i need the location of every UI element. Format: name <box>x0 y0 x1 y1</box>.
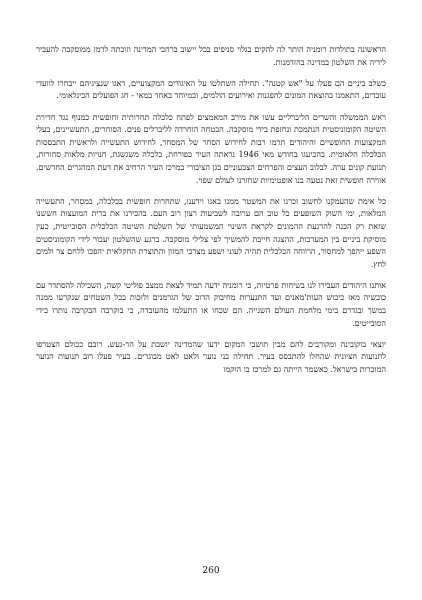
paragraph-2: כשלב ביניים הם פעלו על "אש קטנה". תחילה השתלטו על האיגודים המקצועיים, דאגו שנציגיהם ייבחרו לוועדי עובדים, התאמנו בהוצאת המונים להפגנות ואירועים הולמים, ובמיוחד באחד במאי - חג הפועלים הבינלאומי. <box>36 78 386 101</box>
document-page <box>36 44 386 580</box>
paragraph-5: אותנו היהודים העבירו לנו בשיחות פרטיות, כי רומניה ידעה תמיד לצאת ממצב פוליטי קשה, השכילה להסתדר עם כובשיה מאז כיבוש העות'מאנים ועד התנערות מחיבוק הדוב של הגרמנים ולזכות בכל השטחים שנקרעו ממנה במשך ובגדרם בימי מלחמת העולם השנייה. הם שכחו או התעלמו מהעובדה, כי בוקרבה הבקרבה נותרו בידי הסובייטים. <box>36 280 386 328</box>
paragraph-4: כל אימת שהעמקנו לחשוב זכרנו את המשטר ממנו באנו וידענו, שתחרות חופשית בכלכלה, במסחר, התעשייה המלאות, ימי השוק השופעים כל טוב הם ערובה לשביעות רצון רוב העם. בהכירנו את ברית המועצות חששנו שזאת רק הכנה להרגעת ההמונים לקראת השינוי המשמעותי של השלטת השיטה הכלכלית הסובייטית, כעין מוסיקת ביניים בין המערכות, ההצגה חייבת להמשיך לפי צלילי מוסקבה. ברגע שהשלטון יעבור לידי הקומוניסטים השפע ייהפך למחסור, הרווחה הכלכלית תהיה לעוני ושפע מצרכי המזון והתוצרת החקלאית יהפכו ללחם צר ולמים לחץ. <box>36 196 386 269</box>
paragraph-6: יוצאי בוקובינה ומקורבים להם מבין תושבי המקום ידעו שהמדינה יושבת על הר-געש. רובם ככולם הצטרפו לתנועות הציונית שהחלו להתבסס בעיר. תחילה בני נוער ולאט לאט מבוגרים. בעיר פעלו רוב תנועות הנוער המוכרות בישראל. כאשמר הייתה גם למרכז בו הוקמו <box>36 339 386 375</box>
paragraph-1: הראשונה בתולדות רומניה הותר לה להקים בגלוי סניפים בכל יישוב ברחבי המדינה וזוכתה לרמז ממוסקבה להעביר לידיה את השלטון במדינה בהזדמנות. <box>36 45 386 67</box>
page-number: 260 <box>202 566 220 576</box>
paragraph-3: ראש הממשלה והשרים הליברליים עשו את מירב המאמצים לפתח כלכלה תחרותית וחופשית כמנוף נגד חדירת השיטה הקומוניסטית הנתמכת ונחזפת בידי מוסקבה. הבטחה הוחרדה לליברלים פנים. הסוחרים, התעשיינים, בעלי המקצועות החופשיים והיהודים תרמו רבות לחידוש הסחר של המסחר, לחידוש התעשייה ולראשית התבססות הכלכלה הלאומית. בהכיעגו בחודש מאי 1946 נראתה העיר כפורחת, כלכלה משגשגת, חנויות מלאות סחורות, תנועת קונים ערה. לבלוב העצים והפרחים הצבעוניים בגן הציבורי במרכז העיר הרחיב את דעת המהגרים החדשים. אווירה חופשית זאת נטעה בנו אופטימיות שחזרנו לעולם שפוי. <box>36 112 386 185</box>
